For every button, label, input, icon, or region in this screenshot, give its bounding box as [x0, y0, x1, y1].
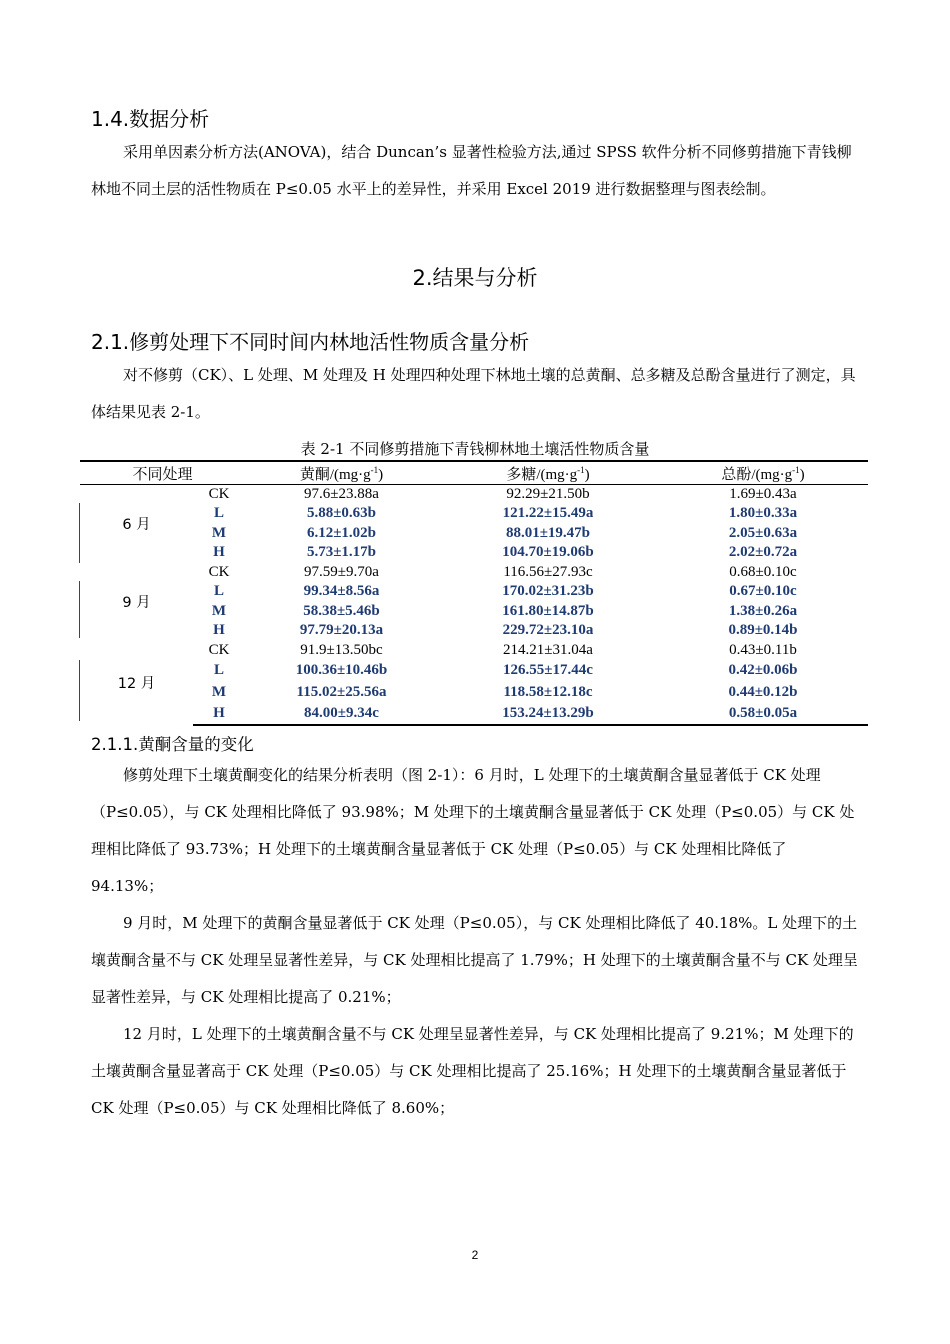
- polysaccharide-cell: 116.56±27.93c: [503, 563, 593, 580]
- flavone-cell: 115.02±25.56a: [296, 683, 387, 700]
- phenol-cell: 2.02±0.72a: [728, 544, 798, 561]
- paragraph-text: 修剪处理下土壤黄酮变化的结果分析表明（图 2-1）：6 月时，L 处理下的土壤黄酮含量显著低于 CK 处理（P≤0.05），与 CK 处理相比降低了 93.98%；M 处理下的土壤黄酮含量显著低于 CK 处理（P≤0.05）与 CK 处理相比降低了 93.73%；H 处理下的土壤黄酮含量显著低于 CK 处理（P≤0.05）与 CK 处理相比降低了 94.13%；: [91, 766, 855, 895]
- treatment-cell: M: [211, 683, 227, 700]
- paragraph-september: [91, 905, 859, 1016]
- polysaccharide-cell: 161.80±14.87b: [502, 602, 594, 619]
- phenol-cell: 1.80±0.33a: [728, 505, 798, 522]
- header-flavone: 黄酮$/(mg\cdot g^{-1})$: [245, 461, 438, 485]
- treatment-cell: H: [213, 544, 225, 561]
- month-cell: 12 月: [117, 676, 156, 692]
- treatment-cell: CK: [208, 486, 230, 502]
- polysaccharide-cell: 170.02±31.23b: [502, 583, 594, 600]
- phenol-cell: 0.43±0.11b: [729, 641, 797, 658]
- phenol-cell: 0.67±0.10c: [729, 583, 797, 600]
- polysaccharide-cell: 153.24±13.29b: [438, 703, 658, 725]
- paragraph-text: 12 月时，L 处理下的土壤黄酮含量不与 CK 处理呈显著性差异，与 CK 处理相比提高了 9.21%；M 处理下的土壤黄酮含量显著高于 CK 处理（P≤0.05）与 CK 处理相比提高了 25.16%；H 处理下的土壤黄酮含量显著低于 CK 处理（P≤0.05）与 CK 处理相比降低了 8.60%；: [91, 1025, 854, 1117]
- table-caption: 表 2-1 不同修剪措施下青钱柳林地土壤活性物质含量: [300, 440, 650, 458]
- table-row: [80, 504, 868, 524]
- table-row: [80, 703, 868, 725]
- page-number: 2: [471, 1248, 479, 1262]
- table-row: [80, 543, 868, 563]
- polysaccharide-cell: 229.72±23.10a: [502, 622, 594, 639]
- table-row: [80, 660, 868, 682]
- flavone-cell: 97.79±20.13a: [299, 622, 384, 639]
- flavone-cell: 97.6±23.88a: [304, 486, 379, 502]
- phenol-cell: 1.38±0.26a: [728, 602, 798, 619]
- table-header-row: [80, 461, 868, 485]
- treatment-cell: CK: [208, 641, 230, 658]
- treatment-cell: M: [211, 524, 227, 541]
- paragraph-text: 对不修剪（CK）、L 处理、M 处理及 H 处理四种处理下林地土壤的总黄酮、总多糖及总酚含量进行了测定，具体结果见表 2-1。: [91, 366, 856, 421]
- flavone-cell: 5.73±1.17b: [306, 544, 377, 561]
- paragraph-december: [91, 1016, 859, 1127]
- paragraph-measurement: [91, 357, 859, 431]
- table-row: [80, 582, 868, 602]
- phenol-cell: 0.68±0.10c: [729, 563, 797, 580]
- active-substance-table: [80, 460, 868, 726]
- treatment-cell: L: [213, 505, 224, 522]
- month-cell: 9 月: [122, 595, 151, 611]
- polysaccharide-cell: 92.29±21.50b: [506, 486, 590, 502]
- phenol-cell: 0.42±0.06b: [728, 662, 798, 679]
- table-row: [80, 682, 868, 704]
- treatment-cell: L: [213, 583, 224, 600]
- polysaccharide-cell: 118.58±12.18c: [503, 683, 593, 700]
- table-row: [80, 524, 868, 544]
- phenol-cell: 0.58±0.05a: [658, 703, 868, 725]
- phenol-cell: 2.05±0.63a: [728, 524, 798, 541]
- polysaccharide-cell: 104.70±19.06b: [502, 544, 594, 561]
- flavone-cell: 91.9±13.50bc: [300, 641, 383, 658]
- header-polysaccharide: 多糖$/(mg\cdot g^{-1})$: [438, 461, 658, 485]
- treatment-cell: H: [193, 703, 245, 725]
- flavone-cell: 5.88±0.63b: [306, 505, 377, 522]
- header-treatment: 不同处理: [80, 461, 245, 485]
- header-phenol: 总酚$/(mg\cdot g^{-1})$: [658, 461, 868, 485]
- table-row: [80, 563, 868, 583]
- polysaccharide-cell: 88.01±19.47b: [505, 524, 591, 541]
- table-row: [80, 641, 868, 661]
- flavone-cell: 99.34±8.56a: [303, 583, 380, 600]
- table-row: [80, 602, 868, 622]
- flavone-cell: 100.36±10.46b: [295, 662, 388, 679]
- phenol-cell: 1.69±0.43a: [729, 486, 797, 502]
- paragraph-june: [91, 757, 859, 905]
- flavone-cell: 6.12±1.02b: [306, 524, 377, 541]
- section-heading-2-1: 2.1.修剪处理下不同时间内林地活性物质含量分析: [91, 330, 530, 354]
- treatment-cell: M: [211, 602, 227, 619]
- treatment-cell: H: [213, 622, 225, 639]
- section-heading-1-4: 1.4.数据分析: [91, 107, 210, 131]
- phenol-cell: 0.44±0.12b: [728, 683, 798, 700]
- paragraph-data-analysis: [91, 134, 859, 208]
- table-row: [80, 621, 868, 641]
- treatment-cell: L: [213, 662, 224, 679]
- flavone-cell: 84.00±9.34c: [245, 703, 438, 725]
- polysaccharide-cell: 121.22±15.49a: [502, 505, 594, 522]
- polysaccharide-cell: 126.55±17.44c: [503, 662, 593, 679]
- polysaccharide-cell: 214.21±31.04a: [503, 641, 593, 658]
- flavone-cell: 97.59±9.70a: [304, 563, 379, 580]
- treatment-cell: CK: [208, 563, 230, 580]
- phenol-cell: 0.89±0.14b: [728, 622, 798, 639]
- paragraph-text: 采用单因素分析方法(ANOVA)，结合 Duncan’s 显著性检验方法,通过 SPSS 软件分析不同修剪措施下青钱柳林地不同土层的活性物质在 P≤0.05 水平上的差异性，并采用 Excel 2019 进行数据整理与图表绘制。: [91, 143, 852, 198]
- paragraph-text: 9 月时，M 处理下的黄酮含量显著低于 CK 处理（P≤0.05），与 CK 处理相比降低了 40.18%。L 处理下的土壤黄酮含量不与 CK 处理呈显著性差异，与 CK 处理相比提高了 1.79%；H 处理下的土壤黄酮含量不与 CK 处理呈显著性差异，与 CK 处理相比提高了 0.21%；: [91, 914, 858, 1006]
- table-row: [80, 485, 868, 505]
- chapter-heading-2: 2.结果与分析: [412, 266, 538, 290]
- month-cell: 6 月: [122, 517, 151, 534]
- subsection-heading-2-1-1: 2.1.1.黄酮含量的变化: [91, 735, 254, 754]
- flavone-cell: 58.38±5.46b: [303, 602, 380, 619]
